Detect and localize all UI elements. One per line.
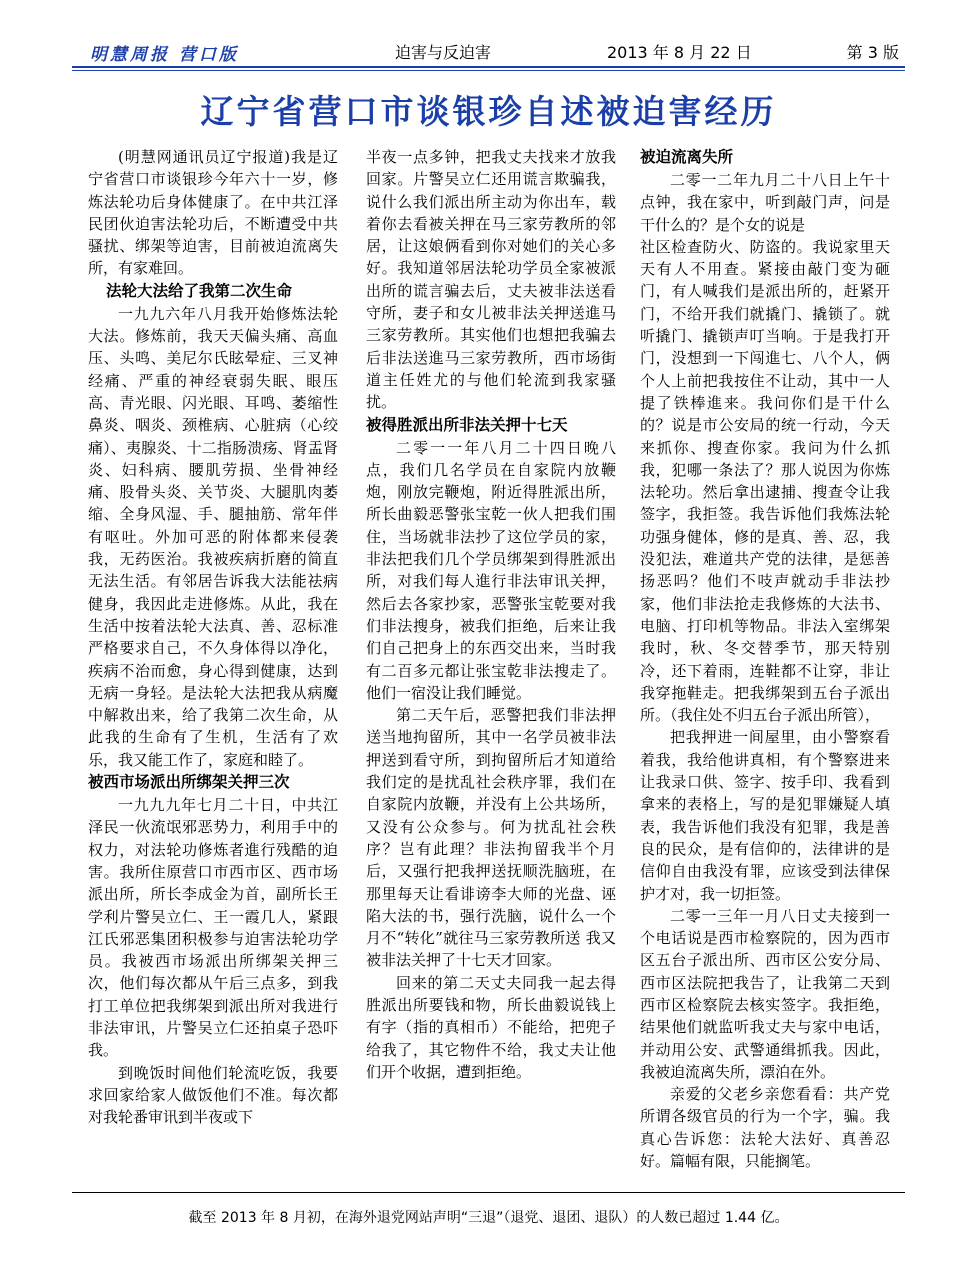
subheading: 法轮大法给了我第二次生命 xyxy=(106,281,293,300)
section-name: 迫害与反迫害 xyxy=(395,43,492,62)
paragraph: 把我押进一间屋里，由小警察看着我，我给他讲真相，有个警察进来让我录口供、签字、按手印、我看到拿来的表格上，写的是犯罪嫌疑人填表，我告诉他们我没有犯罪，我是善良的民众，是有信仰的，法律讲的是信仰自由我没有罪，应该受到法律保护才对，我一切拒签。 xyxy=(640,728,890,903)
paragraph: 一九九六年八月我开始修炼法轮大法。修炼前，我天天偏头痛、高血压、头鸣、美尼尔氏眩晕症、三叉神经痛、严重的神经衰弱失眠、眼压高、青光眼、闪光眼、耳鸣、萎缩性鼻炎、咽炎、颈椎病、心脏病（心绞痛）、夷腺炎、十二指肠溃疡、肾盂肾炎、妇科病、腰肌劳损、坐骨神经痛、股骨头炎、关节炎、大腿肌肉萎缩、全身风湿、手、腿抽筋、常年伴有呕吐。外加可恶的附体都来侵袭我，无药医治。我被疾病折磨的简直无法生活。有邻居告诉我大法能祛病健身，我因此走进修炼。从此，我在生活中按着法轮大法真、善、忍标准严格要求自己，不久身体得以净化，疾病不治而愈，身心得到健康，达到无病一身轻。是法轮大法把我从病魔中解救出来，给了我第二次生命，从此我的生命有了生机，生活有了欢乐，我又能工作了，家庭和睦了。 xyxy=(88,304,338,769)
paragraph: 二零一三年一月八日丈夫接到一个电话说是西市检察院的，因为西市区五台子派出所、西市区公安分局、西市区法院把我告了，让我第二天到西市区检察院去核实签字。我拒绝，结果他们就监听我丈夫与家中电话，并动用公安、武警通缉抓我。因此，我被迫流离失所，漂泊在外。 xyxy=(640,906,890,1081)
paragraph: (明慧网通讯员辽宁报道)我是辽宁省营口市谈银珍今年六十一岁，修炼法轮功后身体健康了。在中共江泽民团伙迫害法轮功后，不断遭受中共骚扰、绑架等迫害，目前被迫流离失所，有家难回。 xyxy=(88,148,338,278)
paragraph: 二零一一年八月二十四日晚八点，我们几名学员在自家院内放鞭炮，刚放完鞭炮，附近得胜派出所，所长曲毅恶警张宝乾一伙人把我们围住，当场就非法抄了这位学员的家，非法把我们几个学员绑架到得胜派出所，对我们每人進行非法审讯关押，然后去各家抄家，恶警张宝乾要对我们非法搜身，被我们拒绝，后来让我们自己把身上的东西交出来，当时我有二百多元都让张宝乾非法搜走了。他们一宿没让我们睡觉。 xyxy=(366,438,616,702)
footer-notice: 截至 2013 年 8 月初，在海外退党网站声明“三退”（退党、退团、退队）的人数已超过 1.44 亿。 xyxy=(188,1210,789,1226)
article-column-1 xyxy=(88,146,338,1128)
paragraph: 回来的第二天丈夫同我一起去得胜派出所要钱和物，所长曲毅说钱上有字（指的真相币）不能给，把兜子给我了，其它物件不给，我丈夫让他们开个收据，遭到拒绝。 xyxy=(366,973,616,1081)
page-number: 第 3 版 xyxy=(846,43,899,62)
paragraph: 半夜一点多钟，把我丈夫找来才放我回家。片警吴立仁还用谎言欺骗我，说什么我们派出所主动为你出车，载着你去看被关押在马三家劳教所的邻居，让这娘俩看到你对她们的关心多好。我知道邻居法轮功学员全家被派出所的谎言骗去后，丈夫被非法送看守所，妻子和女儿被非法关押送進马三家劳教所。其实他们也想把我骗去后非法送進马三家劳教所，西市场街道主任姓尤的与他们轮流到我家骚扰。 xyxy=(366,148,616,412)
issue-date: 2013 年 8 月 22 日 xyxy=(607,43,752,62)
masthead: 明慧周报 营口版 xyxy=(90,45,239,65)
article-column-2 xyxy=(366,146,616,1083)
subheading: 被迫流离失所 xyxy=(640,148,734,166)
article-title: 辽宁省营口市谈银珍自述被迫害经历 xyxy=(200,92,777,131)
paragraph: 一九九九年七月二十日，中共江泽民一伙流氓邪恶势力，利用手中的权力，对法轮功修炼者進行残酷的迫害。我所住原营口市西市区、西市场派出所，所长李成金为首，副所长王学利片警吴立仁、王一霞几人，紧跟江氏邪恶集团积极参与迫害法轮功学员。我被西市场派出所绑架关押三次，他们每次都从午后三点多，到我打工单位把我绑架到派出所对我进行非法审讯，片警吴立仁还拍桌子恐吓我。 xyxy=(88,796,338,1060)
article-column-3 xyxy=(640,146,890,1172)
paragraph: 二零一二年九月二十八日上午十点钟，我在家中，听到敲门声，问是干什么的？是个女的说是 xyxy=(640,171,890,234)
subheading: 被西市场派出所绑架关押三次 xyxy=(88,773,290,792)
paragraph: 第二天午后，恶警把我们非法押送当地拘留所，其中一名学员被非法押送到看守所，到拘留所后才知道给我们定的是扰乱社会秩序罪，我们在自家院内放鞭，并没有上公共场所，又没有公众参与。何为扰乱社会秩序？岂有此理？非法拘留我半个月后，又强行把我押送抚顺洗脑班，在那里每天让看诽谤李大师的光盘、诬陷大法的书，强行洗脑，说什么一个月不“转化”就往马三家劳教所送 我又被非法关押了十七天才回家。 xyxy=(366,706,616,970)
paragraph: 社区检查防火、防盗的。我说家里天天有人不用查。紧接由敲门变为砸门，有人喊我们是派出所的，赶紧开门，不给开我们就撬门、撬锁了。就听撬门、撬锁声叮当响。于是我打开门，没想到一下闯進七、八个人，俩个人上前把我按住不让动，其中一人提了铁棒進来。我问你们是干什么的？说是市公安局的统一行动，今天来抓你、搜查你家。我问为什么抓我，犯哪一条法了？那人说因为你炼法轮功。然后拿出逮捕、搜查令让我签字，我拒签。我告诉他们我炼法轮功强身健体，修的是真、善、忍，我没犯法，难道共产党的法律，是惩善扬恶吗？他们不吱声就动手非法抄家，他们非法抢走我修炼的大法书、电脑、打印机等物品。非法入室绑架我时，秋、冬交替季节，那天特别冷，还下着雨，连鞋都不让穿，非让我穿拖鞋走。把我绑架到五台子派出所。（我住处不归五台子派出所管）， xyxy=(640,237,890,725)
footer-rule xyxy=(72,1192,905,1193)
paragraph: 到晚饭时间他们轮流吃饭，我要求回家给家人做饭他们不准。每次都对我轮番审讯到半夜或下 xyxy=(88,1063,338,1127)
header-rule-thin xyxy=(72,70,905,71)
subheading: 被得胜派出所非法关押十七天 xyxy=(366,415,568,434)
page-header xyxy=(72,38,905,68)
paragraph: 亲爱的父老乡亲您看看：共产党所谓各级官员的行为一个字，骗。我真心告诉您：法轮大法好、真善忍好。篇幅有限，只能搁笔。 xyxy=(640,1085,890,1171)
header-rule xyxy=(72,66,905,68)
